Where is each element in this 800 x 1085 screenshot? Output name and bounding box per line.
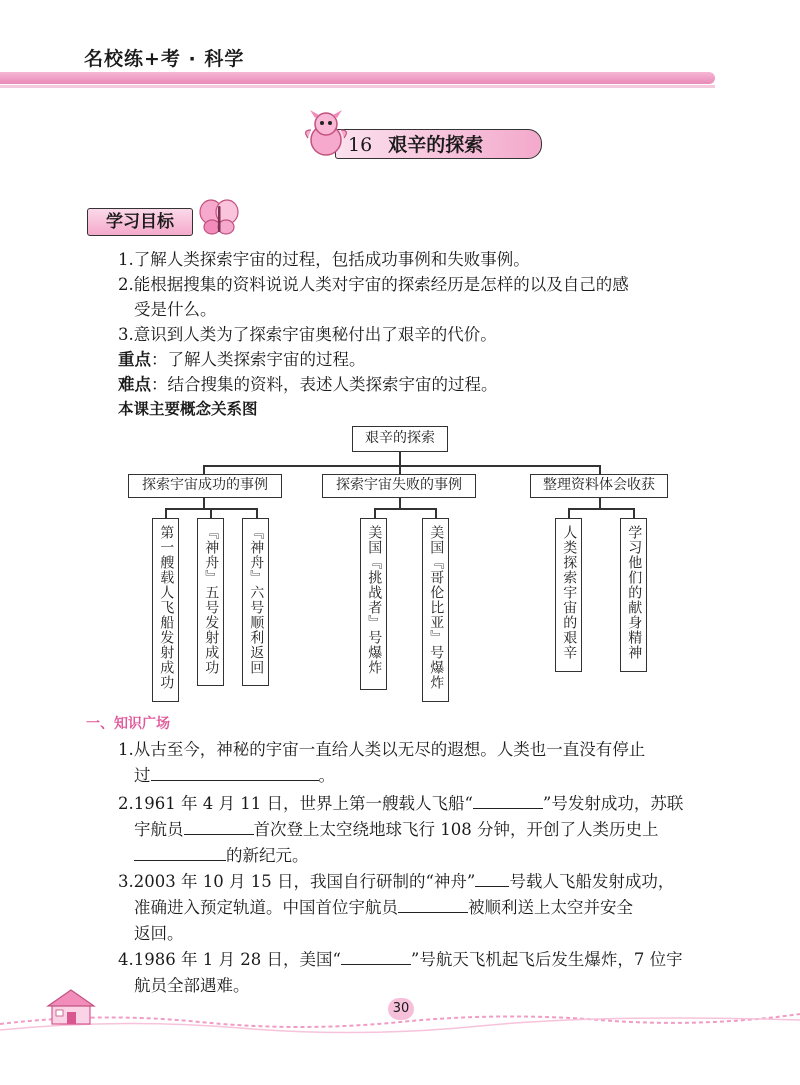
question-1-line-2 bbox=[134, 762, 335, 786]
answer-blank[interactable] bbox=[473, 792, 543, 809]
question-2-line-3 bbox=[134, 842, 309, 866]
header-underline bbox=[0, 85, 715, 88]
leaf-summary-2: 学习他们的献身精神 bbox=[620, 518, 647, 672]
objective-2: 2.能根据搜集的资料说说人类对宇宙的探索经历是怎样的以及自己的感 bbox=[118, 275, 629, 294]
question-text: 号载人飞船发射成功， bbox=[509, 872, 675, 891]
book-title: 名校练+考 · 科学 bbox=[84, 48, 245, 70]
question-3-line-2 bbox=[134, 894, 633, 918]
question-3-line-1 bbox=[118, 868, 674, 892]
connector bbox=[203, 498, 205, 508]
connector bbox=[374, 508, 376, 518]
dragon-mascot-icon bbox=[302, 108, 350, 160]
lesson-title: 艰辛的探索 bbox=[388, 134, 484, 156]
objectives-tag: 学习目标 bbox=[87, 208, 193, 236]
branch-failure: 探索宇宙失败的事例 bbox=[322, 474, 476, 498]
connector bbox=[633, 508, 635, 518]
question-1-line-1: 1.从古至今，神秘的宇宙一直给人类以无尽的遐想。人类也一直没有停止 bbox=[118, 740, 646, 759]
concept-root: 艰辛的探索 bbox=[352, 426, 448, 452]
key-point bbox=[118, 346, 366, 370]
question-text: ”号航天飞机起飞后发生爆炸，7 位宇 bbox=[410, 950, 683, 969]
branch-success: 探索宇宙成功的事例 bbox=[128, 474, 282, 498]
leaf-success-2: 『神舟』五号发射成功 bbox=[197, 518, 224, 686]
connector bbox=[399, 452, 401, 465]
connector bbox=[568, 508, 570, 518]
difficult-point-label: 难点 bbox=[118, 375, 151, 394]
connector bbox=[256, 508, 258, 518]
question-text: 过 bbox=[134, 766, 151, 785]
connector bbox=[203, 465, 205, 474]
difficult-point-text: ：结合搜集的资料，表述人类探索宇宙的过程。 bbox=[151, 375, 498, 394]
leaf-summary-1: 人类探索宇宙的艰辛 bbox=[555, 518, 582, 672]
answer-blank[interactable] bbox=[184, 818, 254, 835]
connector bbox=[599, 465, 601, 474]
answer-blank[interactable] bbox=[151, 764, 319, 781]
question-text: 2.1961 年 4 月 11 日，世界上第一艘载人飞船“ bbox=[118, 794, 473, 813]
section-title: 一、知识广场 bbox=[86, 716, 170, 732]
branch-summary: 整理资料体会收获 bbox=[530, 474, 668, 498]
question-text: 被顺利送上太空并安全 bbox=[468, 898, 633, 917]
leaf-success-3: 『神舟』六号顺利返回 bbox=[242, 518, 269, 686]
header-bar bbox=[0, 72, 715, 84]
objective-2-cont: 受是什么。 bbox=[134, 300, 217, 319]
key-point-label: 重点 bbox=[118, 350, 151, 369]
connector bbox=[165, 508, 167, 518]
question-text: 的新纪元。 bbox=[226, 846, 309, 865]
connector bbox=[203, 465, 599, 467]
connector bbox=[568, 508, 634, 510]
key-point-text: ：了解人类探索宇宙的过程。 bbox=[151, 350, 366, 369]
connector bbox=[210, 508, 212, 518]
connector bbox=[399, 465, 401, 474]
difficult-point bbox=[118, 371, 498, 395]
answer-blank[interactable] bbox=[475, 870, 509, 887]
connector bbox=[399, 498, 401, 508]
leaf-failure-2: 美国『哥伦比亚』号爆炸 bbox=[422, 518, 449, 702]
connector bbox=[599, 498, 601, 508]
objective-3: 3.意识到人类为了探索宇宙奥秘付出了艰辛的代价。 bbox=[118, 325, 497, 344]
objective-1: 1.了解人类探索宇宙的过程，包括成功事例和失败事例。 bbox=[118, 250, 530, 269]
answer-blank[interactable] bbox=[398, 896, 468, 913]
leaf-failure-1: 美国『挑战者』号爆炸 bbox=[360, 518, 387, 690]
butterfly-icon bbox=[198, 198, 240, 236]
answer-blank[interactable] bbox=[341, 948, 411, 965]
leaf-success-1: 第一艘载人飞船发射成功 bbox=[152, 518, 179, 702]
page-number: 30 bbox=[388, 998, 414, 1020]
question-3-line-3: 返回。 bbox=[134, 924, 184, 943]
question-text: 宇航员 bbox=[134, 820, 184, 839]
question-text: 3.2003 年 10 月 15 日，我国自行研制的“神舟” bbox=[118, 872, 476, 891]
question-2-line-1 bbox=[118, 790, 683, 814]
question-2-line-2 bbox=[134, 816, 658, 840]
question-text: 首次登上太空绕地球飞行 108 分钟，开创了人类历史上 bbox=[253, 820, 659, 839]
question-4-line-1 bbox=[118, 946, 683, 970]
connector bbox=[374, 508, 436, 510]
question-text: 准确进入预定轨道。中国首位宇航员 bbox=[134, 898, 398, 917]
question-text: 。 bbox=[318, 766, 335, 785]
answer-blank[interactable] bbox=[134, 844, 226, 861]
lesson-heading bbox=[348, 130, 483, 157]
question-4-line-2: 航员全部遇难。 bbox=[134, 976, 250, 995]
question-text: 4.1986 年 1 月 28 日，美国“ bbox=[118, 950, 341, 969]
house-icon bbox=[44, 986, 100, 1026]
connector bbox=[435, 508, 437, 518]
concept-map-title: 本课主要概念关系图 bbox=[118, 400, 258, 418]
question-text: ”号发射成功，苏联 bbox=[542, 794, 684, 813]
lesson-number: 16 bbox=[348, 134, 373, 156]
